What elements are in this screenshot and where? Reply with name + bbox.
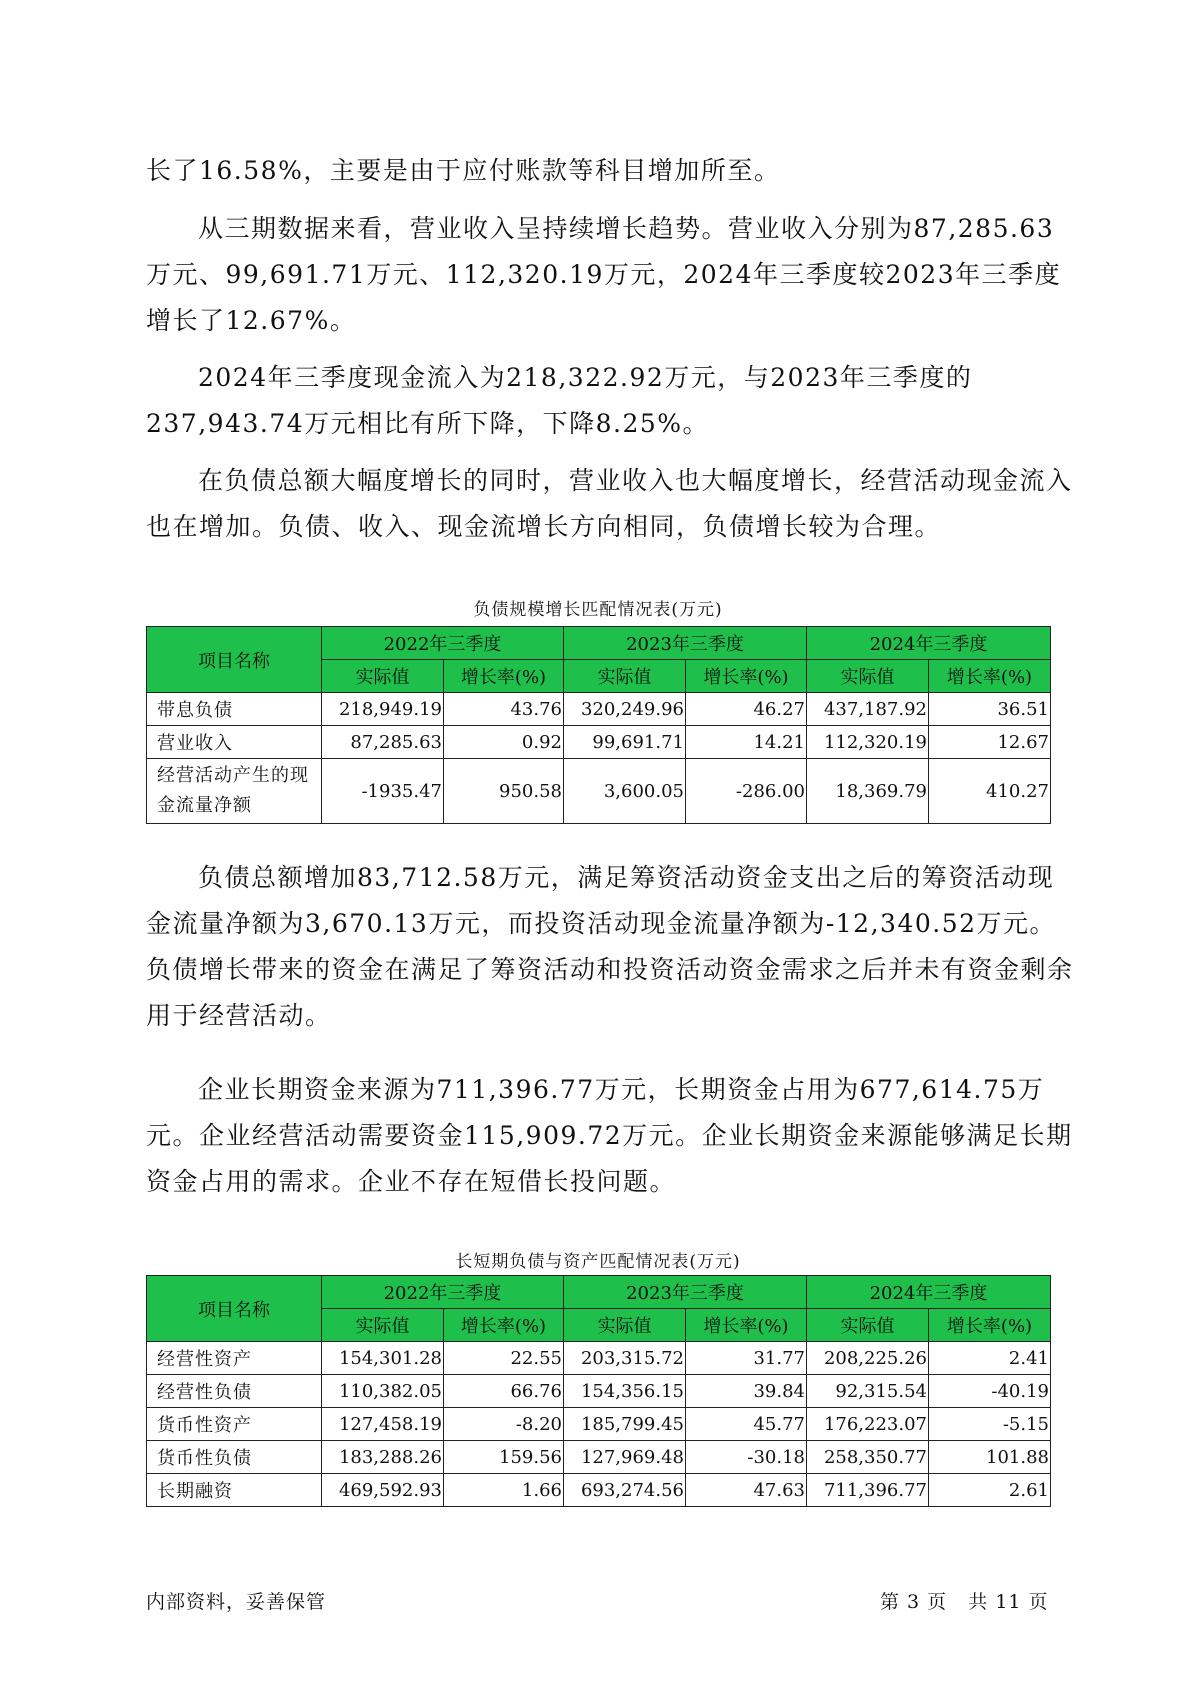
cell-value: 36.51: [929, 693, 1051, 726]
row-label: 货币性资产: [147, 1408, 322, 1441]
header-item-name: 项目名称: [147, 1276, 322, 1342]
cell-value: 45.77: [686, 1408, 807, 1441]
table-row: [147, 726, 1051, 759]
header-actual: 实际值: [564, 1309, 686, 1342]
cell-value: -5.15: [929, 1408, 1051, 1441]
row-label: 经营性资产: [147, 1342, 322, 1375]
cell-value: 46.27: [686, 693, 807, 726]
header-actual: 实际值: [322, 1309, 444, 1342]
cell-value: 711,396.77: [807, 1474, 929, 1507]
cell-value: 66.76: [444, 1375, 564, 1408]
cell-value: 3,600.05: [564, 759, 686, 824]
table-row: [147, 759, 1051, 824]
cell-value: -8.20: [444, 1408, 564, 1441]
cell-value: 208,225.26: [807, 1342, 929, 1375]
cell-value: 92,315.54: [807, 1375, 929, 1408]
header-actual: 实际值: [564, 660, 686, 693]
cell-value: -286.00: [686, 759, 807, 824]
row-label: 长期融资: [147, 1474, 322, 1507]
footer-confidential-note: 内部资料，妥善保管: [146, 1591, 327, 1613]
row-label: 带息负债: [147, 693, 322, 726]
cell-value: 87,285.63: [322, 726, 444, 759]
header-growth: 增长率(%): [686, 660, 807, 693]
cell-value: 110,382.05: [322, 1375, 444, 1408]
cell-value: 31.77: [686, 1342, 807, 1375]
cell-value: 39.84: [686, 1375, 807, 1408]
paragraph-2: 从三期数据来看，营业收入呈持续增长趋势。营业收入分别为87,285.63万元、99,691.71万元、112,320.19万元，2024年三季度较2023年三季度增长了12.67%。: [146, 214, 1062, 335]
header-growth: 增长率(%): [444, 660, 564, 693]
cell-value: 47.63: [686, 1474, 807, 1507]
row-label: 营业收入: [147, 726, 322, 759]
footer-page-number: 第 3 页 共 11 页: [880, 1591, 1049, 1613]
header-period-2022: 2022年三季度: [322, 1276, 564, 1309]
paragraph-5: 负债总额增加83,712.58万元，满足筹资活动资金支出之后的筹资活动现金流量净额为3,670.13万元，而投资活动现金流量净额为-12,340.52万元。负债增长带来的资金在满足了筹资活动和投资活动资金需求之后并未有资金剩余用于经营活动。: [146, 863, 1074, 1030]
header-growth: 增长率(%): [686, 1309, 807, 1342]
cell-value: 258,350.77: [807, 1441, 929, 1474]
header-growth: 增长率(%): [929, 660, 1051, 693]
paragraph-3: 2024年三季度现金流入为218,322.92万元，与2023年三季度的237,943.74万元相比有所下降，下降8.25%。: [146, 363, 973, 438]
paragraph-6: 企业长期资金来源为711,396.77万元，长期资金占用为677,614.75万元。企业经营活动需要资金115,909.72万元。企业长期资金来源能够满足长期资金占用的需求。企业不存在短借长投问题。: [146, 1075, 1073, 1196]
table-row: [147, 1474, 1051, 1507]
cell-value: 127,969.48: [564, 1441, 686, 1474]
cell-value: 18,369.79: [807, 759, 929, 824]
row-label: 货币性负债: [147, 1441, 322, 1474]
header-period-2024: 2024年三季度: [807, 627, 1051, 660]
cell-value: 185,799.45: [564, 1408, 686, 1441]
header-growth: 增长率(%): [444, 1309, 564, 1342]
cell-value: 0.92: [444, 726, 564, 759]
header-actual: 实际值: [807, 1309, 929, 1342]
cell-value: 410.27: [929, 759, 1051, 824]
cell-value: 469,592.93: [322, 1474, 444, 1507]
cell-value: -40.19: [929, 1375, 1051, 1408]
cell-value: 159.56: [444, 1441, 564, 1474]
table1-caption: 负债规模增长匹配情况表(万元): [473, 600, 723, 620]
table-row: [147, 1375, 1051, 1408]
table-row: [147, 1441, 1051, 1474]
cell-value: 437,187.92: [807, 693, 929, 726]
cell-value: 112,320.19: [807, 726, 929, 759]
cell-value: 99,691.71: [564, 726, 686, 759]
paragraph-4: 在负债总额大幅度增长的同时，营业收入也大幅度增长，经营活动现金流入也在增加。负债、收入、现金流增长方向相同，负债增长较为合理。: [146, 466, 1073, 541]
paragraph-1: 长了16.58%，主要是由于应付账款等科目增加所至。: [146, 156, 781, 185]
cell-value: 1.66: [444, 1474, 564, 1507]
cell-value: 203,315.72: [564, 1342, 686, 1375]
debt-growth-table: [146, 626, 1051, 824]
header-actual: 实际值: [807, 660, 929, 693]
cell-value: -30.18: [686, 1441, 807, 1474]
row-label: 经营活动产生的现金流量净额: [147, 759, 322, 824]
cell-value: 320,249.96: [564, 693, 686, 726]
cell-value: 14.21: [686, 726, 807, 759]
cell-value: 43.76: [444, 693, 564, 726]
cell-value: 22.55: [444, 1342, 564, 1375]
cell-value: 950.58: [444, 759, 564, 824]
cell-value: 183,288.26: [322, 1441, 444, 1474]
table-row: [147, 1408, 1051, 1441]
cell-value: 2.61: [929, 1474, 1051, 1507]
header-item-name: 项目名称: [147, 627, 322, 693]
table2-caption: 长短期负债与资产匹配情况表(万元): [455, 1252, 741, 1272]
header-growth: 增长率(%): [929, 1309, 1051, 1342]
cell-value: 101.88: [929, 1441, 1051, 1474]
row-label: 经营性负债: [147, 1375, 322, 1408]
header-period-2023: 2023年三季度: [564, 627, 807, 660]
cell-value: 176,223.07: [807, 1408, 929, 1441]
asset-liability-match-table: [146, 1275, 1051, 1507]
cell-value: 218,949.19: [322, 693, 444, 726]
table-row: [147, 693, 1051, 726]
header-period-2023: 2023年三季度: [564, 1276, 807, 1309]
cell-value: 154,356.15: [564, 1375, 686, 1408]
cell-value: 2.41: [929, 1342, 1051, 1375]
cell-value: 154,301.28: [322, 1342, 444, 1375]
header-period-2024: 2024年三季度: [807, 1276, 1051, 1309]
cell-value: 127,458.19: [322, 1408, 444, 1441]
table-row: [147, 1342, 1051, 1375]
cell-value: 12.67: [929, 726, 1051, 759]
header-period-2022: 2022年三季度: [322, 627, 564, 660]
cell-value: 693,274.56: [564, 1474, 686, 1507]
cell-value: -1935.47: [322, 759, 444, 824]
header-actual: 实际值: [322, 660, 444, 693]
